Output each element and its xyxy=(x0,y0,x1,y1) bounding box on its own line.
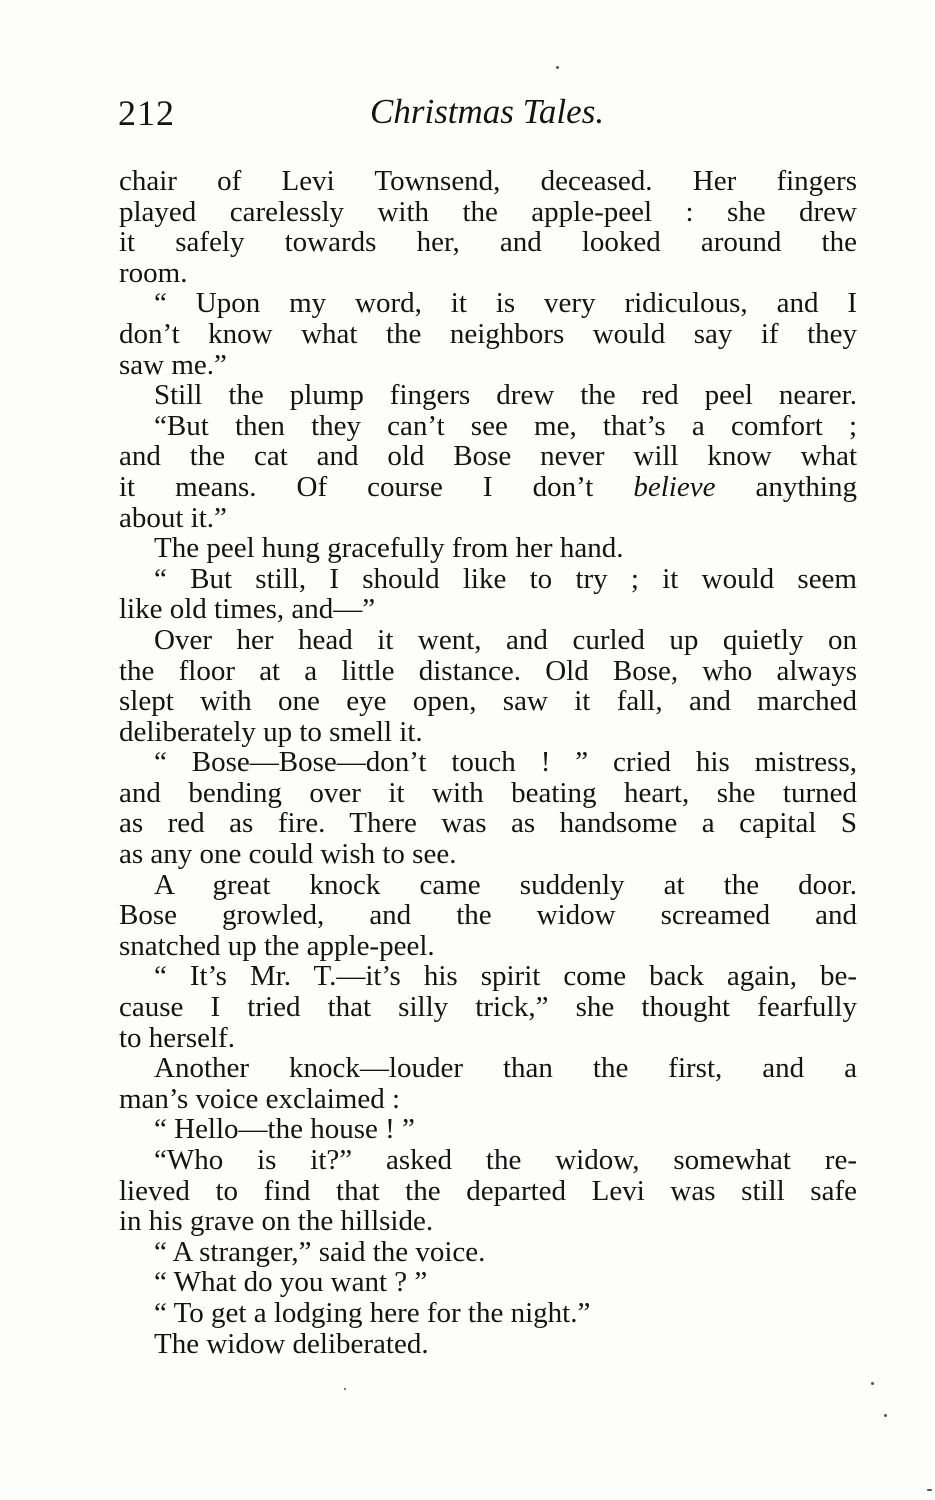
text-line: played carelessly with the apple-peel : she drew xyxy=(119,195,857,228)
text-line: in his grave on the hillside. xyxy=(119,1205,434,1238)
text-line: like old times, and—” xyxy=(119,593,376,626)
running-header xyxy=(118,92,858,140)
text-line: “ Bose—Bose—don’t touch ! ” cried his mistress, xyxy=(154,746,857,779)
text-line: Still the plump fingers drew the red peel nearer. xyxy=(154,379,857,412)
text-line: The widow deliberated. xyxy=(154,1327,429,1360)
print-speck xyxy=(871,1382,874,1385)
text-line: as red as fire. There was as handsome a capital S xyxy=(119,807,857,840)
text-line: “ It’s Mr. T.—it’s his spirit come back again, be- xyxy=(154,960,857,993)
running-title: Christmas Tales. xyxy=(370,92,605,131)
text-line: snatched up the apple-peel. xyxy=(119,929,435,962)
print-speck xyxy=(556,66,559,69)
text-line: cause I tried that silly trick,” she thought fearfully xyxy=(119,991,857,1024)
text-line: chair of Levi Townsend, deceased. Her fingers xyxy=(119,165,857,197)
text-line: room. xyxy=(119,256,188,289)
emphasized-word: believe xyxy=(633,470,716,503)
text-line: and bending over it with beating heart, she turned xyxy=(119,776,857,809)
text-line: the floor at a little distance. Old Bose, who always xyxy=(119,654,857,687)
text-line: and the cat and old Bose never will know what xyxy=(119,440,857,473)
text-line: “ Upon my word, it is very ridiculous, and I xyxy=(154,287,857,320)
print-speck xyxy=(884,1414,887,1417)
text-line: saw me.” xyxy=(119,348,227,381)
text-segment: it means. Of course I don’t xyxy=(119,470,594,503)
text-line: slept with one eye open, saw it fall, and marched xyxy=(119,685,857,718)
text-line: A great knock came suddenly at the door. xyxy=(154,868,857,901)
text-line: Over her head it went, and curled up quietly on xyxy=(154,623,857,656)
text-line: Bose growled, and the widow screamed and xyxy=(119,899,857,932)
text-line: “ To get a lodging here for the night.” xyxy=(154,1296,591,1329)
page-number: 212 xyxy=(118,93,175,133)
text-line: “ Hello—the house ! ” xyxy=(154,1113,415,1146)
text-line: “ What do you want ? ” xyxy=(154,1266,428,1299)
body-text xyxy=(119,166,857,1359)
text-line: about it.” xyxy=(119,501,227,534)
text-line: man’s voice exclaimed : xyxy=(119,1082,401,1115)
text-line: don’t know what the neighbors would say if they xyxy=(119,317,857,350)
text-line: “ But still, I should like to try ; it would seem xyxy=(154,562,857,595)
text-line: Another knock—louder than the first, and a xyxy=(154,1052,857,1085)
print-speck xyxy=(927,1489,932,1491)
text-line: deliberately up to smell it. xyxy=(119,715,423,748)
text-line: it safely towards her, and looked around the xyxy=(119,226,857,259)
text-line: to herself. xyxy=(119,1021,235,1054)
text-segment: anything xyxy=(715,470,857,503)
text-line: as any one could wish to see. xyxy=(119,838,457,871)
text-line: “ A stranger,” said the voice. xyxy=(154,1235,486,1268)
text-line: “Who is it?” asked the widow, somewhat re- xyxy=(154,1144,857,1176)
text-line: “But then they can’t see me, that’s a comfort ; xyxy=(154,409,857,442)
text-line: lieved to find that the departed Levi was still safe xyxy=(119,1174,857,1207)
print-speck xyxy=(344,1388,346,1390)
text-line xyxy=(119,472,857,503)
text-line: The peel hung gracefully from her hand. xyxy=(154,532,624,565)
